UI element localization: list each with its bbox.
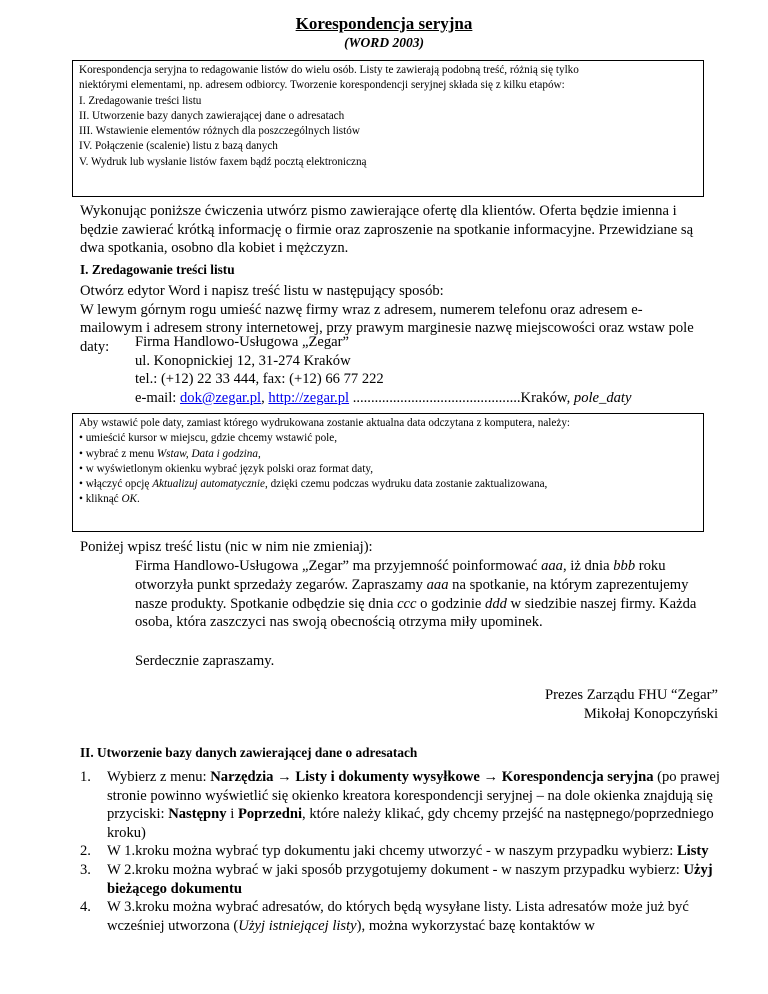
date-box-line — [79, 477, 703, 492]
email-link[interactable]: dok@zegar.pl — [179, 389, 262, 406]
info-box-line: Korespondencja seryjna to redagowanie listów do wielu osób. Listy te zawierają podobną treść, różnią się tylko — [79, 64, 579, 76]
text-run: Firma Handlowo-Usługowa „Zegar” ma przyjemność poinformować — [135, 558, 542, 574]
menu-item: Listy i dokumenty wysyłkowe — [295, 769, 480, 785]
text-run: (po prawej stronie powinno wyświetlić się okienko kreatora korespondencji seryjnej – na dole okienka znajdują się przyciski: — [107, 769, 720, 823]
list-number: 1. — [80, 769, 91, 785]
info-box-line: II. Utworzenie bazy danych zawierającej dane o adresatach — [79, 109, 345, 122]
text-run: w siedzibie naszej firmy. Każda osoba, która zaszczyci nas swoją obecnością otrzyma miły upominek. — [135, 595, 697, 631]
list-item — [80, 861, 720, 898]
section-1-text-line1: Otwórz edytor Word i napisz treść listu w następujący sposób: — [80, 283, 444, 299]
text-run: W 1.kroku można wybrać typ dokumentu jaki chcemy utworzyć - w naszym przypadku wybierz: — [107, 843, 677, 860]
email-prefix: e-mail: — [135, 389, 180, 406]
info-box — [72, 60, 704, 197]
section-2-heading: II. Utworzenie bazy danych zawierającej dane o adresatach — [80, 745, 418, 760]
arrow-icon: → — [479, 769, 502, 785]
website-link[interactable]: http://zegar.pl — [268, 389, 350, 406]
date-box-line: Aby wstawić pole daty, zamiast którego wydrukowana zostanie aktualna data odczytana z komputera, należy: — [79, 417, 571, 429]
info-box-line: I. Zredagowanie treści listu — [79, 94, 202, 107]
info-box-line: IV. Połączenie (scalenie) listu z bazą danych — [79, 140, 278, 153]
letter-instruction: Poniżej wpisz treść listu (nic w nim nie zmieniaj): — [80, 539, 373, 555]
text-run: W 3.kroku można wybrać adresatów, do których będą wysyłane listy. Lista adresatów może już być wcześniej utworzona ( — [107, 899, 689, 934]
address-line1: Firma Handlowo-Usługowa „Zegar” — [135, 334, 349, 350]
placeholder-aaa: aaa — [541, 558, 563, 574]
info-box-line: niektórymi elementami, np. adresem odbiorcy. Tworzenie korespondencji seryjnej składa się z kilku etapów: — [79, 79, 565, 92]
text-run: roku otworzyła punkt sprzedaży zegarów. Zapraszamy — [135, 558, 666, 593]
menu-item: Narzędzia — [210, 769, 274, 785]
placeholder-ddd: ddd — [485, 595, 507, 612]
signature-name: Mikołaj Konopczyński — [583, 706, 718, 722]
letter-regards: Serdecznie zapraszamy. — [135, 653, 275, 669]
text-run: , które należy klikać, gdy chcemy przejść na następnego/poprzedniego kroku) — [107, 806, 714, 841]
date-box-line — [79, 492, 703, 507]
info-box-line: III. Wstawienie elementów różnych dla poszczególnych listów — [79, 125, 360, 138]
date-box-line: • umieścić kursor w miejscu, gdzie chcemy wstawić pole, — [79, 432, 338, 445]
city-label: Kraków, — [520, 389, 574, 406]
placeholder-aaa: aaa — [426, 576, 449, 593]
list-number: 3. — [80, 861, 91, 878]
button-name: OK — [121, 493, 137, 506]
placeholder-ccc: ccc — [397, 595, 417, 612]
document-title: Korespondencja seryjna — [295, 14, 473, 33]
option-name: Użyj istniejącej listy — [238, 917, 357, 934]
text-run: , iż dnia — [562, 558, 614, 574]
placeholder-bbb: bbb — [613, 558, 636, 574]
button-name: Następny — [168, 806, 227, 823]
list-number: 4. — [80, 899, 91, 916]
section-1-heading: I. Zredagowanie treści listu — [80, 262, 235, 277]
text-run: • włączyć opcję — [79, 478, 153, 491]
arrow-icon: → — [273, 769, 296, 785]
menu-item: Korespondencja seryjna — [501, 769, 654, 785]
option-name: Aktualizuj automatycznie — [152, 478, 265, 491]
date-box-line — [79, 447, 703, 462]
section-1-text-line2: W lewym górnym rogu umieść nazwę firmy wraz z adresem, numerem telefonu oraz adresem e-mailowym i adresem strony internetowej, przy prawym marginesie nazwę miejscowości oraz wstaw pole daty: — [80, 301, 694, 355]
steps-list — [80, 768, 720, 935]
address-line4 — [135, 389, 735, 408]
list-number: 2. — [80, 843, 91, 860]
document-subtitle: (WORD 2003) — [344, 35, 424, 50]
separator: , — [261, 389, 269, 406]
text-run: ), można wykorzystać bazę kontaktów w — [356, 917, 595, 934]
letter-signature — [545, 686, 718, 724]
letter-body — [135, 557, 715, 632]
text-run: W 2.kroku można wybrać w jaki sposób przygotujemy dokument - w naszym przypadku wybierz: — [107, 861, 684, 878]
company-address — [135, 333, 735, 407]
list-item — [80, 842, 720, 861]
list-item — [80, 768, 720, 842]
text-run: , — [257, 447, 261, 460]
date-field-box — [72, 413, 704, 532]
text-run: Wybierz z menu: — [107, 769, 211, 785]
text-run: . — [137, 493, 140, 506]
option-name: Użyj bieżącego dokumentu — [107, 861, 713, 897]
date-box-line: • w wyświetlonym okienku wybrać język polski oraz format daty, — [79, 462, 373, 475]
text-run: • kliknąć — [79, 493, 122, 506]
text-run: • wybrać z menu — [79, 447, 157, 460]
text-run: , dzięki czemu podczas wydruku data zostanie zaktualizowana, — [264, 478, 548, 491]
address-line3: tel.: (+12) 22 33 444, fax: (+12) 66 77 222 — [135, 371, 384, 387]
option-name: Listy — [676, 843, 709, 860]
text-run: o godzinie — [416, 595, 486, 612]
list-item — [80, 898, 720, 935]
button-name: Poprzedni — [237, 806, 303, 823]
intro-paragraph: Wykonując poniższe ćwiczenia utwórz pismo zawierające ofertę dla klientów. Oferta będzie imienna i będzie zawierać krótką informację o firmie oraz zaproszenie na spotkanie informacyjne. Przewidziane są dwa spotkania, osobno dla kobiet i mężczyzn. — [80, 203, 694, 257]
address-line2: ul. Konopnickiej 12, 31-274 Kraków — [135, 352, 351, 369]
text-run: i — [226, 806, 238, 823]
dot-leader: .............................................. — [349, 389, 521, 406]
info-box-line: V. Wydruk lub wysłanie listów faxem bądź pocztą elektroniczną — [79, 155, 367, 168]
signature-title: Prezes Zarządu FHU “Zegar” — [544, 687, 718, 703]
menu-path: Wstaw, Data i godzina — [156, 447, 258, 460]
text-run: na spotkanie, na którym zaprezentujemy nasze produkty. Spotkanie odbędzie się dnia — [135, 576, 689, 612]
date-field: pole_daty — [573, 389, 632, 406]
